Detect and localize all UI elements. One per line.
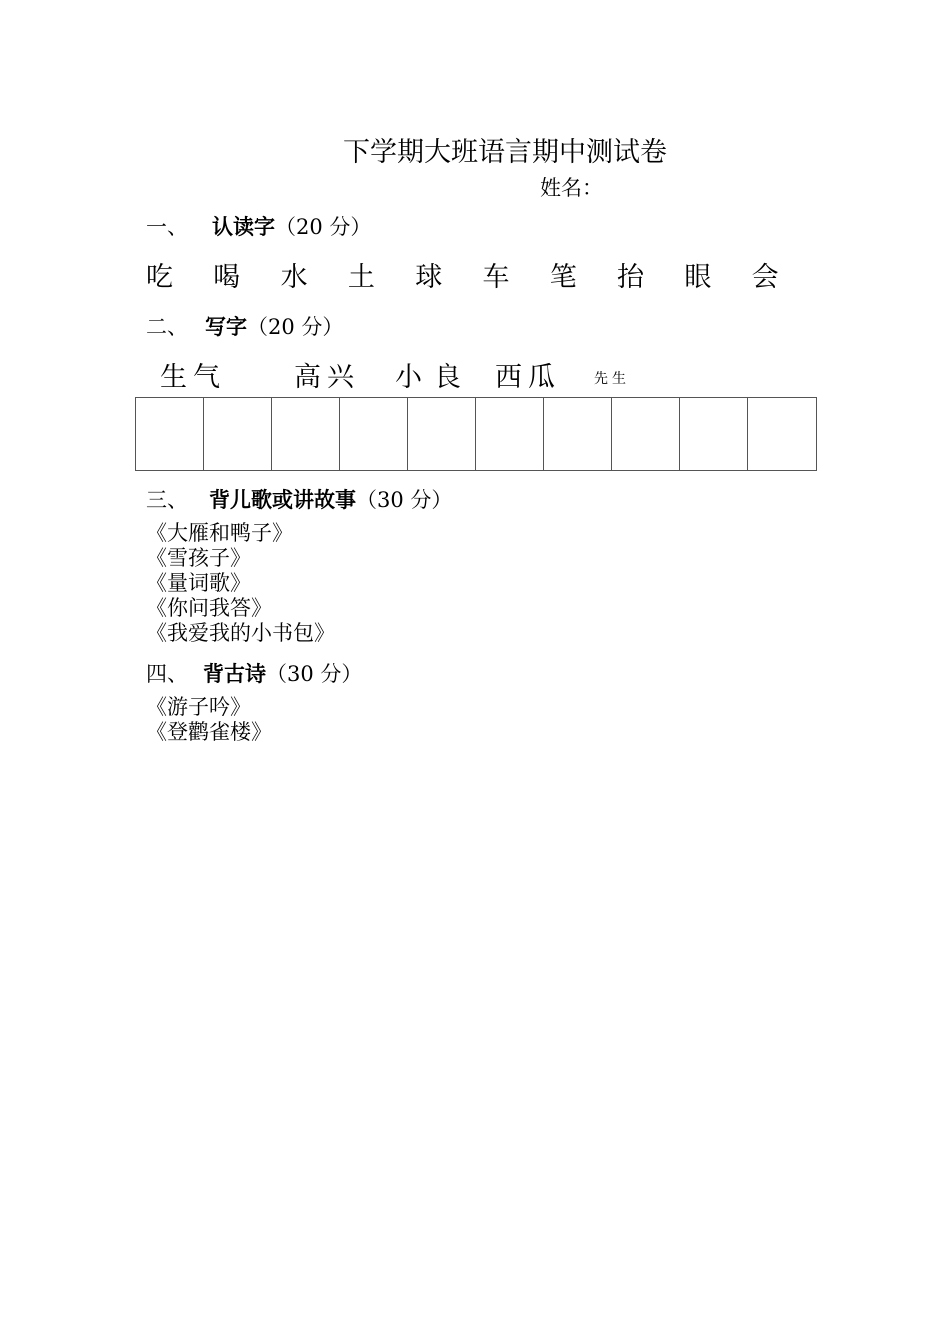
reading-char: 吃 — [146, 262, 173, 293]
writing-word: 高兴 — [294, 362, 360, 393]
section-score: （20 分） — [247, 315, 344, 339]
reading-char: 土 — [347, 262, 375, 293]
reading-char: 会 — [751, 262, 779, 293]
section-label: 背古诗 — [203, 662, 266, 686]
writing-grid[interactable] — [135, 397, 817, 471]
section-label: 写字 — [205, 315, 247, 339]
rhyme-list — [146, 521, 335, 646]
reading-char: 球 — [415, 262, 443, 293]
section-2-heading — [146, 311, 343, 341]
reading-char: 抬 — [617, 262, 645, 293]
reading-char: 眼 — [684, 262, 712, 293]
page-title: 下学期大班语言期中测试卷 — [343, 137, 667, 168]
list-item: 《大雁和鸭子》 — [146, 521, 293, 545]
section-number: 四、 — [146, 662, 188, 686]
writing-box[interactable] — [136, 398, 204, 470]
writing-box[interactable] — [544, 398, 612, 470]
writing-box[interactable] — [272, 398, 340, 470]
reading-char: 笔 — [549, 262, 577, 293]
section-label: 背儿歌或讲故事 — [209, 488, 356, 512]
list-item: 《雪孩子》 — [146, 546, 251, 570]
writing-word: 小良 — [395, 362, 473, 393]
section-number: 三、 — [146, 488, 188, 512]
writing-box[interactable] — [612, 398, 680, 470]
section-4-heading — [146, 658, 362, 688]
list-item: 《量词歌》 — [146, 571, 251, 595]
section-score: （30 分） — [266, 662, 363, 686]
writing-word: 生气 — [160, 362, 226, 393]
writing-box[interactable] — [680, 398, 748, 470]
reading-characters — [146, 255, 819, 294]
list-item: 《游子吟》 — [146, 695, 251, 719]
poem-list — [146, 695, 272, 745]
section-number: 一、 — [146, 215, 188, 239]
writing-box[interactable] — [408, 398, 476, 470]
section-score: （30 分） — [356, 488, 453, 512]
reading-char: 喝 — [213, 262, 241, 293]
writing-word: 西瓜 — [495, 362, 561, 393]
writing-box[interactable] — [204, 398, 272, 470]
section-label: 认读字 — [212, 215, 275, 239]
writing-word-small: 先生 — [594, 371, 630, 387]
section-1-heading — [146, 211, 371, 241]
writing-box[interactable] — [748, 398, 816, 470]
section-3-heading — [146, 484, 452, 514]
reading-char: 水 — [280, 262, 308, 293]
writing-box[interactable] — [340, 398, 408, 470]
name-field-label: 姓名： — [540, 176, 603, 200]
section-number: 二、 — [146, 315, 188, 339]
list-item: 《我爱我的小书包》 — [146, 621, 335, 645]
section-score: （20 分） — [275, 215, 372, 239]
writing-box[interactable] — [476, 398, 544, 470]
list-item: 《你问我答》 — [146, 596, 272, 620]
list-item: 《登鹳雀楼》 — [146, 720, 272, 744]
reading-char: 车 — [482, 262, 510, 293]
